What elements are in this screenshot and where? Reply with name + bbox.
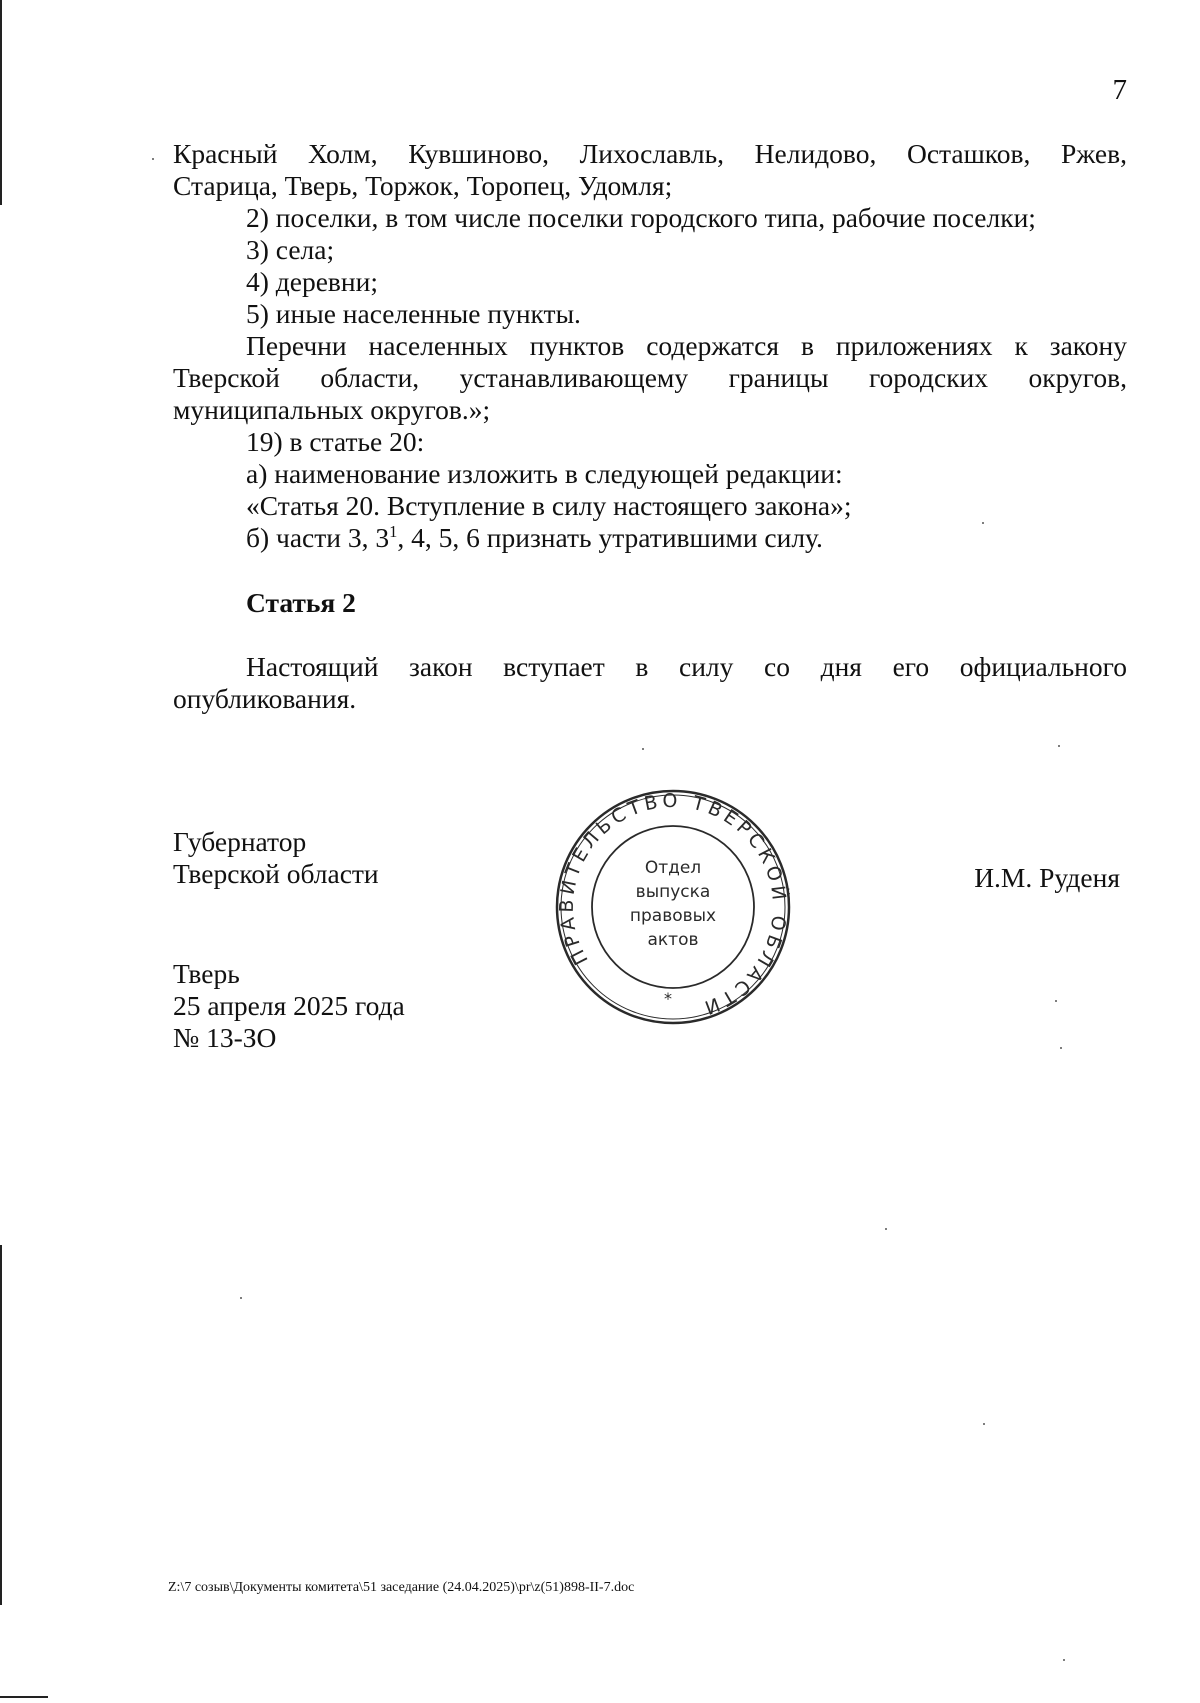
stamp-line: выпуска [635, 882, 711, 902]
article-text-line: опубликования. [173, 683, 357, 714]
list-item: 5) иные населенные пункты. [246, 298, 581, 329]
official-stamp [552, 789, 794, 1025]
paragraph-line: Тверской области, устанавливающему границы городских округов, [173, 362, 1127, 393]
list-item [173, 522, 1127, 554]
scan-speck [642, 748, 644, 750]
scan-speck [152, 158, 154, 160]
scan-edge-mark [0, 1245, 2, 1605]
signatory-title-line: Тверской области [173, 858, 379, 889]
list-item: 3) села; [246, 234, 335, 265]
stamp-line: Отдел [644, 858, 702, 878]
page-number: 7 [1112, 74, 1127, 106]
list-item-text: б) части 3, 3 [246, 522, 390, 553]
article-text-line: Настоящий закон вступает в силу со дня его официального [246, 651, 1127, 682]
signatory-title [173, 826, 379, 890]
paragraph-line: Перечни населенных пунктов содержатся в приложениях к закону [246, 330, 1127, 361]
scan-speck [1055, 1000, 1057, 1002]
scan-speck [885, 1228, 887, 1230]
date: 25 апреля 2025 года [173, 990, 405, 1021]
list-item: 2) поселки, в том числе поселки городского типа, рабочие поселки; [246, 202, 1036, 233]
stamp-ring-text: ПРАВИТЕЛЬСТВО ТВЕРСКОЙ ОБЛАСТИ [555, 789, 791, 1020]
scan-edge-mark [0, 0, 2, 205]
stamp-line: правовых [629, 906, 717, 926]
scan-speck [983, 1423, 985, 1425]
list-item-text: , 4, 5, 6 признать утратившими силу. [397, 522, 823, 553]
scan-speck [1058, 745, 1060, 747]
paragraph-line: Старица, Тверь, Торжок, Торопец, Удомля; [173, 170, 673, 201]
scan-speck [1060, 1047, 1062, 1049]
place-and-date [173, 958, 405, 1054]
document-body [173, 138, 1127, 715]
quoted-title: «Статья 20. Вступление в силу настоящего закона»; [246, 490, 852, 521]
scan-corner-mark [0, 1696, 48, 1698]
signatory-title-line: Губернатор [173, 826, 307, 857]
stamp-line: актов [647, 930, 699, 950]
scan-speck [1063, 1659, 1065, 1661]
list-item: а) наименование изложить в следующей редакции: [246, 458, 843, 489]
list-item: 19) в статье 20: [246, 426, 425, 457]
place: Тверь [173, 958, 240, 989]
signatory-name: И.М. Руденя [974, 862, 1120, 893]
scan-speck [982, 522, 984, 524]
law-number: № 13-ЗО [173, 1022, 277, 1053]
article-heading: Статья 2 [246, 587, 356, 618]
stamp-star-icon: * [664, 989, 672, 1008]
scan-speck [240, 1297, 242, 1299]
superscript: 1 [389, 521, 398, 541]
paragraph-line: муниципальных округов.»; [173, 394, 491, 425]
footer-file-path: Z:\7 созыв\Документы комитета\51 заседание (24.04.2025)\pr\z(51)898-II-7.doc [168, 1580, 635, 1595]
list-item: 4) деревни; [246, 266, 378, 297]
paragraph-line: Красный Холм, Кувшиново, Лихославль, Нелидово, Осташков, Ржев, [173, 138, 1127, 169]
